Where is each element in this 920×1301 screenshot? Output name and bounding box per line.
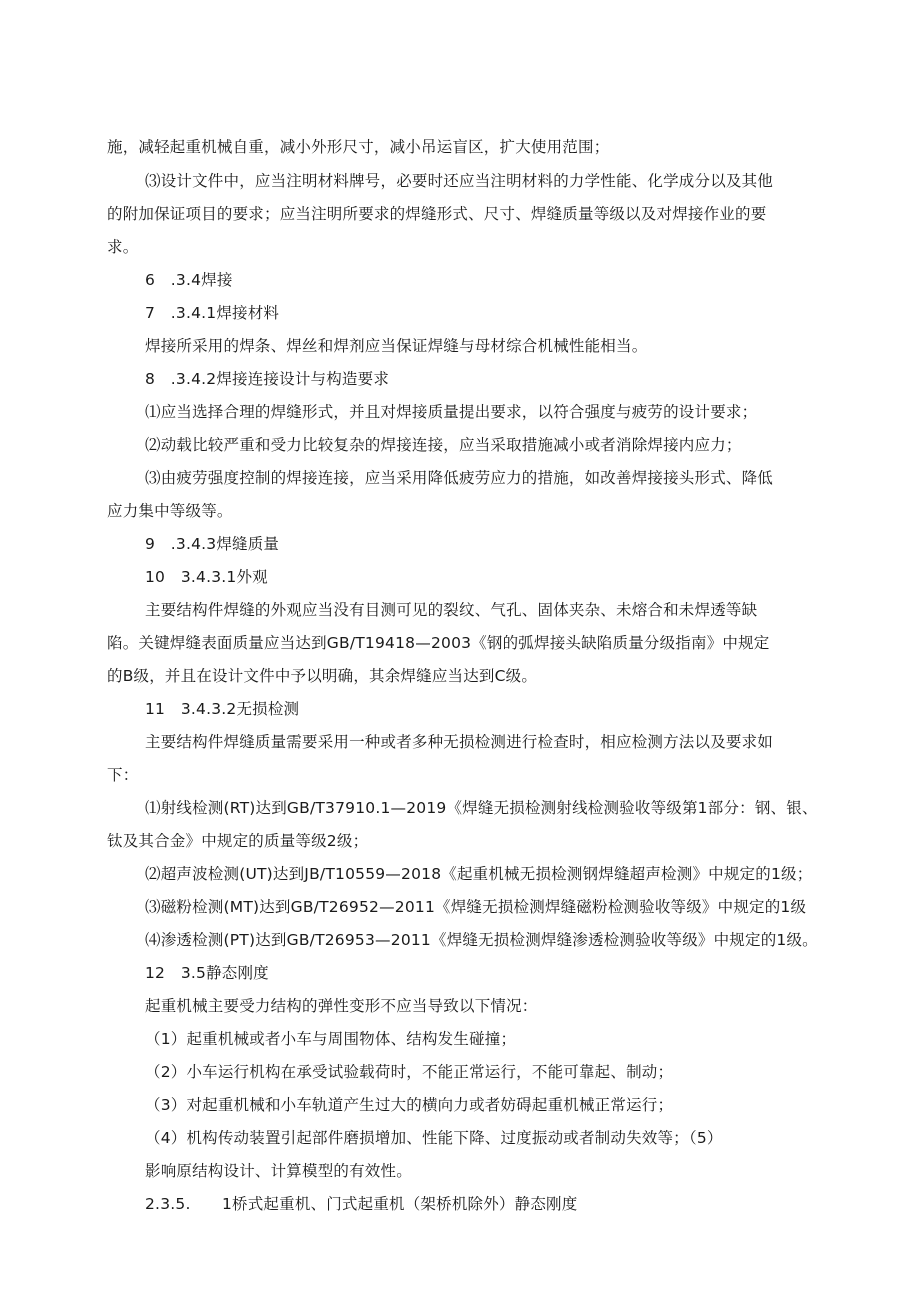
section-heading: 7 .3.4.1焊接材料 [145,304,280,322]
list-item: ⑵超声波检测(UT)达到JB/T10559—2018《起重机械无损检测钢焊缝超声检测》中规定的1级； [145,865,813,883]
text-line: 焊接所采用的焊条、焊丝和焊剂应当保证焊缝与母材综合机械性能相当。 [145,337,648,355]
list-item: ⑶磁粉检测(MT)达到GB/T26952—2011《焊缝无损检测焊缝磁粉检测验收等级》中规定的1级 [145,898,807,916]
list-item: ⑶由疲劳强度控制的焊接连接，应当采用降低疲劳应力的措施，如改善焊接接头形式、降低 [145,469,774,487]
text-line: 陷。关键焊缝表面质量应当达到GB/T19418—2003《钢的弧焊接头缺陷质量分级指南》中规定 [107,634,770,652]
section-heading: 8 .3.4.2焊接连接设计与构造要求 [145,370,390,388]
text-line: 的B级，并且在设计文件中予以明确，其余焊缝应当达到C级。 [107,667,538,685]
text-line: 影响原结构设计、计算模型的有效性。 [145,1162,412,1180]
list-item: ⑴射线检测(RT)达到GB/T37910.1—2019《焊缝无损检测射线检测验收等级第1部分：钢、银、 [145,799,818,817]
list-item: ⑵动载比较严重和受力比较复杂的焊接连接，应当采取措施减小或者消除焊接内应力； [145,436,742,454]
list-item: ⑴应当选择合理的焊缝形式，并且对焊接质量提出要求，以符合强度与疲劳的设计要求； [145,403,758,421]
text-line: ⑶设计文件中，应当注明材料牌号，必要时还应当注明材料的力学性能、化学成分以及其他 [145,172,774,190]
text-line: 应力集中等级等。 [107,502,233,520]
text-line: 主要结构件焊缝的外观应当没有目测可见的裂纹、气孔、固体夹杂、未熔合和未焊透等缺 [145,601,758,619]
text-line: 下： [107,766,139,784]
text-line: 求。 [107,238,139,256]
section-heading: 2.3.5. 1桥式起重机、门式起重机（架桥机除外）静态刚度 [145,1195,578,1213]
section-heading: 10 3.4.3.1外观 [145,568,268,586]
list-item: ⑷渗透检测(PT)达到GB/T26953—2011《焊缝无损检测焊缝渗透检测验收等级》中规定的1级。 [145,931,818,949]
section-heading: 11 3.4.3.2无损检测 [145,700,300,718]
section-heading: 12 3.5静态刚度 [145,964,269,982]
text-line: 施，减轻起重机械自重，减小外形尺寸，减小吊运盲区，扩大使用范围； [107,138,610,156]
list-item: （3）对起重机械和小车轨道产生过大的横向力或者妨碍起重机械正常运行； [145,1096,674,1114]
text-line: 主要结构件焊缝质量需要采用一种或者多种无损检测进行检查时，相应检测方法以及要求如 [145,733,774,751]
section-heading: 6 .3.4焊接 [145,271,233,289]
list-item: （4）机构传动装置引起部件磨损增加、性能下降、过度振动或者制动失效等；（5） [145,1129,723,1147]
text-line: 钛及其合金》中规定的质量等级2级； [107,832,369,850]
section-heading: 9 .3.4.3焊缝质量 [145,535,280,553]
text-line: 的附加保证项目的要求；应当注明所要求的焊缝形式、尺寸、焊缝质量等级以及对焊接作业的要 [107,205,767,223]
text-line: 起重机械主要受力结构的弹性变形不应当导致以下情况： [145,997,538,1015]
list-item: （2）小车运行机构在承受试验载荷时，不能正常运行，不能可靠起、制动； [145,1063,674,1081]
list-item: （1）起重机械或者小车与周围物体、结构发生碰撞； [145,1030,517,1048]
